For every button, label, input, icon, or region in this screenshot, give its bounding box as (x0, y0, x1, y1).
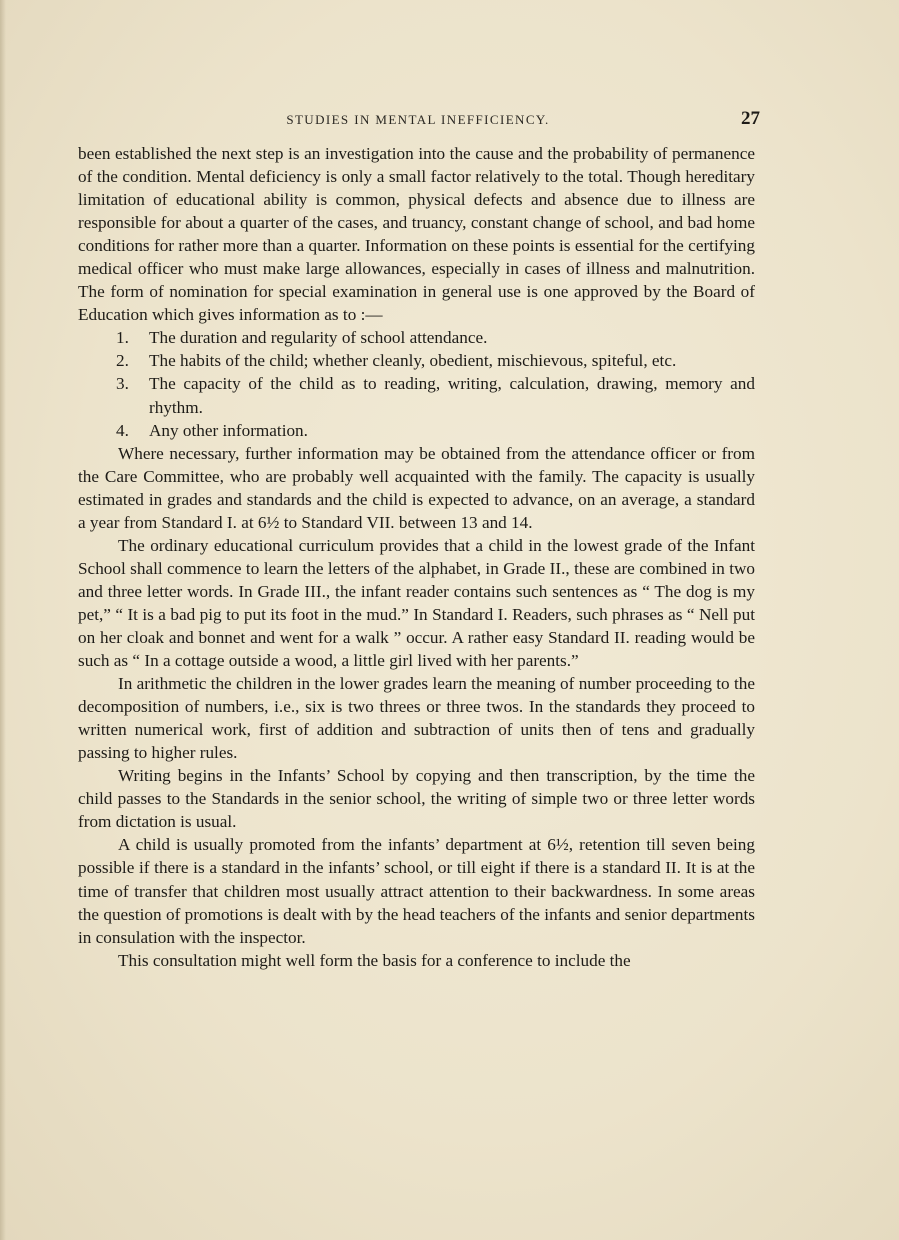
list-item-number: 3. (116, 374, 129, 394)
paragraph-5: Writing begins in the Infants’ School by copying and then transcription, by the time the child passes to the Standards in the senior school, the writing of simple two or three letter words from dictation is usual. (78, 766, 755, 832)
list-item (78, 326, 755, 349)
list-item-number: 2. (116, 351, 129, 371)
page-number: 27 (741, 108, 760, 129)
body-text (78, 142, 755, 972)
paragraph-2: Where necessary, further information may be obtained from the attendance officer or from the Care Committee, who are probably well acquainted with the family. The capacity is usually estimated in grades and standards and the child is expected to advance, on an average, a standard a year from Standard I. at 6½ to Standard VII. between 13 and 14. (78, 443, 755, 532)
paragraph-4: In arithmetic the children in the lower grades learn the meaning of number proceeding to the decomposition of numbers, i.e., six is two threes or three twos. In the standards they proceed to written numerical work, first of addition and subtraction of units then of tens and gradually passing to higher rules. (78, 674, 755, 763)
list-item (78, 419, 755, 442)
nomination-list (78, 326, 755, 441)
list-item-text: The habits of the child; whether cleanly, obedient, mischievous, spiteful, etc. (149, 351, 677, 371)
list-item-number: 4. (116, 420, 129, 440)
paragraph-3: The ordinary educational curriculum provides that a child in the lowest grade of the Infant School shall commence to learn the letters of the alphabet, in Grade II., these are combined in two and three letter words. In Grade III., the infant reader contains such sentences as “ The dog is my pet,” “ It is a bad pig to put its foot in the mud.” In Standard I. Readers, such phrases as “ Nell put on her cloak and bonnet and went for a walk ” occur. A rather easy Standard II. reading would be such as “ In a cottage outside a wood, a little girl lived with her parents.” (78, 535, 755, 671)
list-item-text: The capacity of the child as to reading, writing, calculation, drawing, memory and rhythm. (149, 374, 755, 417)
running-title: STUDIES IN MENTAL INEFFICIENCY. (286, 112, 550, 127)
running-head (78, 108, 758, 130)
list-item-text: The duration and regularity of school attendance. (149, 328, 488, 348)
paragraph-7: This consultation might well form the basis for a conference to include the (118, 950, 631, 970)
paragraph-6: A child is usually promoted from the infants’ department at 6½, retention till seven being possible if there is a standard in the infants’ school, or till eight if there is a standard II. It is at the time of transfer that children most usually attract attention to their backwardness. In some areas the question of promotions is dealt with by the head teachers of the infants and senior departments in consulation with the inspector. (78, 835, 755, 947)
list-item (78, 349, 755, 372)
paragraph-1: been established the next step is an investigation into the cause and the probability of permanence of the condition. Mental deficiency is only a small factor relatively to the total. Though hereditary limitation of educational ability is common, physical defects and absence due to illness are responsible for about a quarter of the cases, and truancy, constant change of school, and bad home conditions for rather more than a quarter. Information on these points is essential for the certifying medical officer who must make large allowances, especially in cases of illness and malnutrition. The form of nomination for special examination in general use is one approved by the Board of Education which gives information as to :— (78, 144, 755, 325)
list-item (78, 372, 755, 418)
page-binding-edge (0, 0, 6, 1240)
list-item-text: Any other information. (149, 420, 308, 440)
list-item-number: 1. (116, 328, 129, 348)
